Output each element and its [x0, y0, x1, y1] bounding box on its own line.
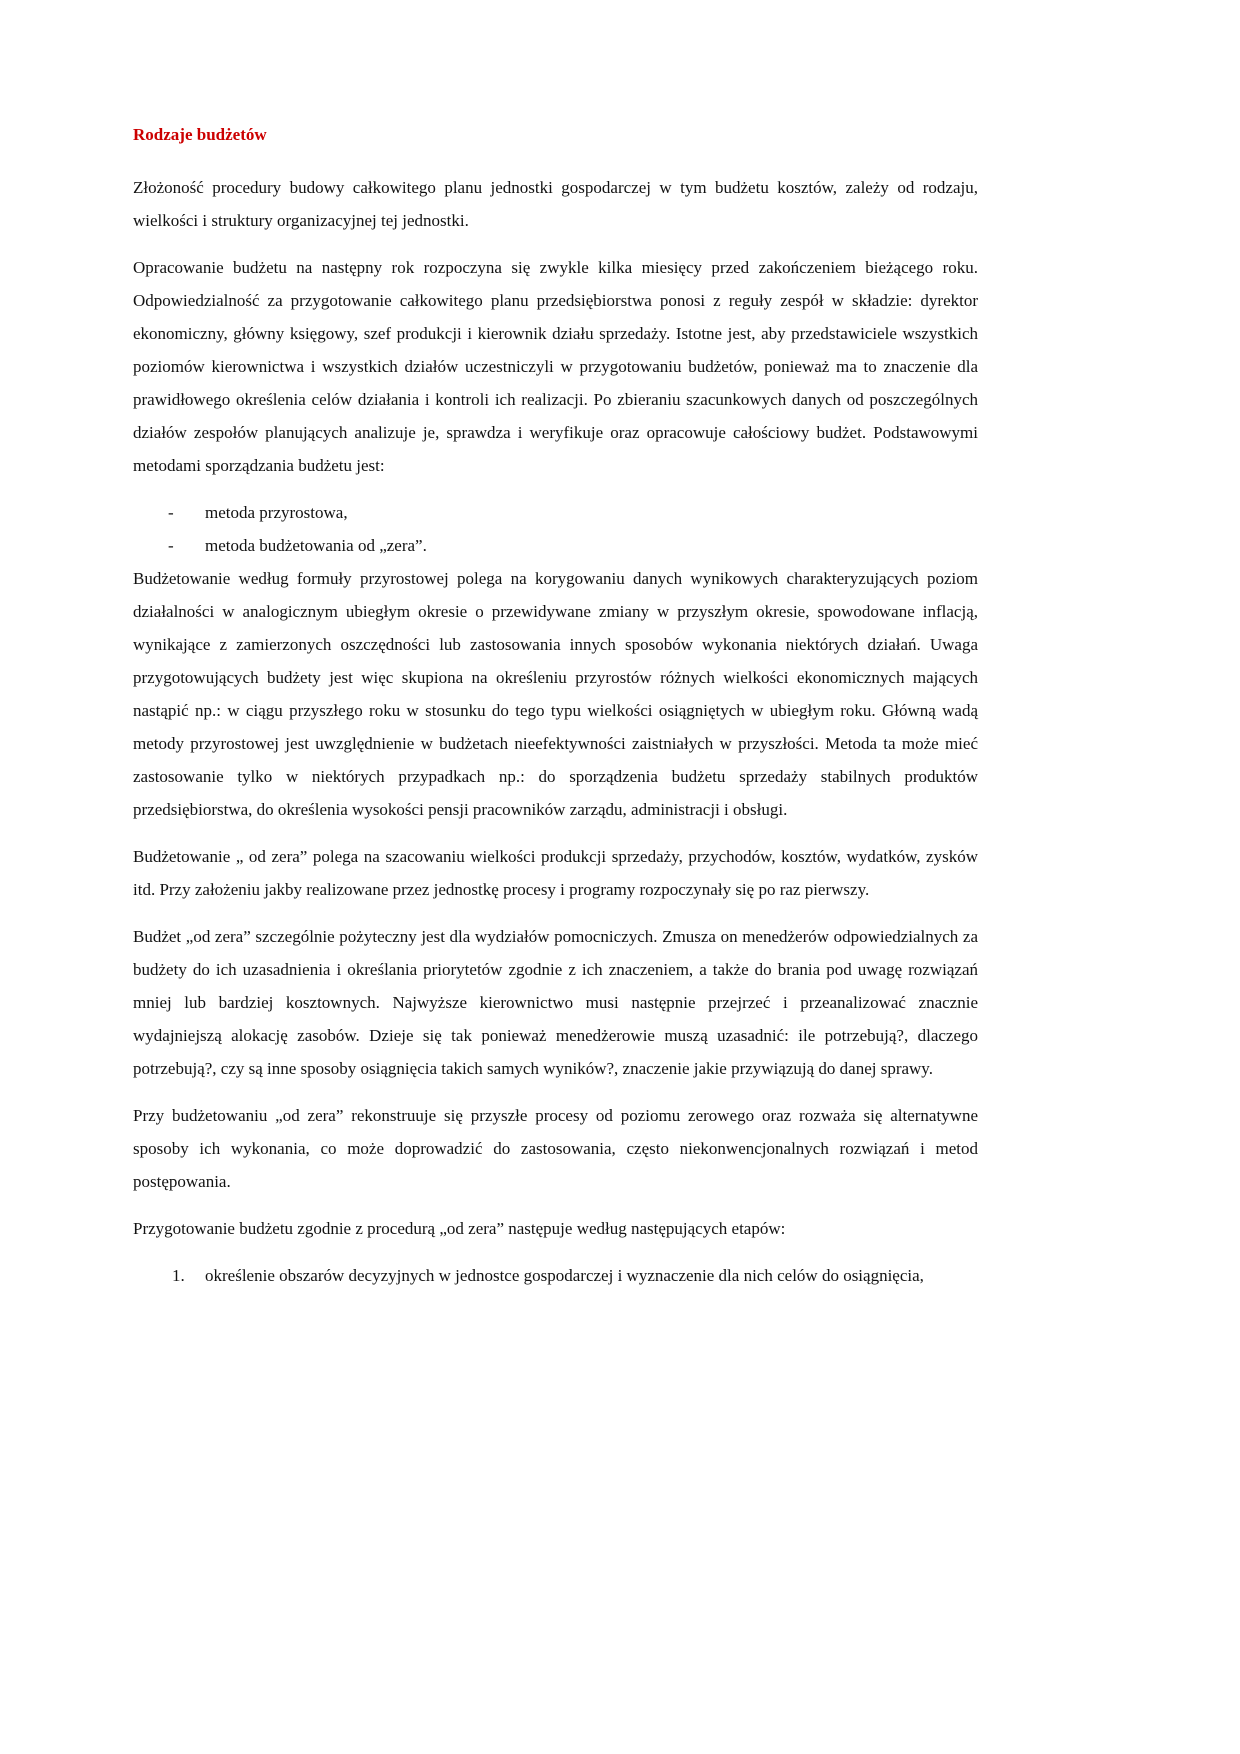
number-marker: 1.: [172, 1266, 185, 1285]
list-item-text: metoda budżetowania od „zera”.: [205, 536, 427, 555]
list-item: [133, 496, 978, 529]
methods-bullet-list: [133, 496, 978, 562]
paragraph-incremental-method: Budżetowanie według formuły przyrostowej polega na korygowaniu danych wynikowych charakteryzujących poziom działalności w analogicznym ubiegłym okresie o przewidywane zmiany w przyszłym okresie, spowodowane inflacją, wynikające z zamierzonych oszczędności lub zastosowania innych sposobów wykonania niektórych działań. Uwaga przygotowujących budżety jest więc skupiona na określeniu przyrostów różnych wielkości ekonomicznych mających nastąpić np.: w ciągu przyszłego roku w stosunku do tego typu wielkości osiągniętych w ubiegłym roku. Główną wadą metody przyrostowej jest uwzględnienie w budżetach nieefektywności zaistniałych w przyszłości. Metoda ta może mieć zastosowanie tylko w niektórych przypadkach np.: do sporządzenia budżetu sprzedaży stabilnych produktów przedsiębiorstwa, do określenia wysokości pensji pracowników zarządu, administracji i obsługi.: [133, 569, 978, 819]
document-heading: Rodzaje budżetów: [133, 125, 267, 144]
list-item-text: metoda przyrostowa,: [205, 503, 348, 522]
dash-marker: -: [168, 536, 174, 555]
dash-marker: -: [168, 503, 174, 522]
stages-numbered-list: [133, 1259, 978, 1292]
numbered-list-item-text: określenie obszarów decyzyjnych w jednostce gospodarczej i wyznaczenie dla nich celów do osiągnięcia,: [205, 1266, 924, 1285]
paragraph-zero-based-definition: Budżetowanie „ od zera” polega na szacowaniu wielkości produkcji sprzedaży, przychodów, kosztów, wydatków, zysków itd. Przy założeniu jakby realizowane przez jednostkę procesy i programy rozpoczynały się po raz pierwszy.: [133, 847, 978, 899]
numbered-list-item: [133, 1259, 978, 1292]
paragraph-intro: Złożoność procedury budowy całkowitego planu jednostki gospodarczej w tym budżetu kosztów, zależy od rodzaju, wielkości i struktury organizacyjnej tej jednostki.: [133, 178, 978, 230]
paragraph-stages-intro: Przygotowanie budżetu zgodnie z procedurą „od zera” następuje według następujących etapów:: [133, 1219, 786, 1238]
paragraph-zero-based-reconstruction: Przy budżetowaniu „od zera” rekonstruuje się przyszłe procesy od poziomu zerowego oraz rozważa się alternatywne sposoby ich wykonania, co może doprowadzić do zastosowania, często niekonwencjonalnych rozwiązań i metod postępowania.: [133, 1106, 978, 1191]
paragraph-budget-preparation: Opracowanie budżetu na następny rok rozpoczyna się zwykle kilka miesięcy przed zakończeniem bieżącego roku. Odpowiedzialność za przygotowanie całkowitego planu przedsiębiorstwa ponosi z reguły zespół w składzie: dyrektor ekonomiczny, główny księgowy, szef produkcji i kierownik działu sprzedaży. Istotne jest, aby przedstawiciele wszystkich poziomów kierownictwa i wszystkich działów uczestniczyli w przygotowaniu budżetów, ponieważ ma to znaczenie dla prawidłowego określenia celów działania i kontroli ich realizacji. Po zbieraniu szacunkowych danych od poszczególnych działów zespołów planujących analizuje je, sprawdza i weryfikuje oraz opracowuje całościowy budżet. Podstawowymi metodami sporządzania budżetu jest:: [133, 258, 978, 475]
list-item: [133, 529, 978, 562]
paragraph-zero-based-benefits: Budżet „od zera” szczególnie pożyteczny jest dla wydziałów pomocniczych. Zmusza on menedżerów odpowiedzialnych za budżety do ich uzasadnienia i określania priorytetów zgodnie z ich znaczeniem, a także do brania pod uwagę rozwiązań mniej lub bardziej kosztownych. Najwyższe kierownictwo musi następnie przejrzeć i przeanalizować znacznie wydajniejszą alokację zasobów. Dzieje się tak ponieważ menedżerowie muszą uzasadnić: ile potrzebują?, dlaczego potrzebują?, czy są inne sposoby osiągnięcia takich samych wyników?, znaczenie jakie przywiązują do danej sprawy.: [133, 927, 978, 1078]
